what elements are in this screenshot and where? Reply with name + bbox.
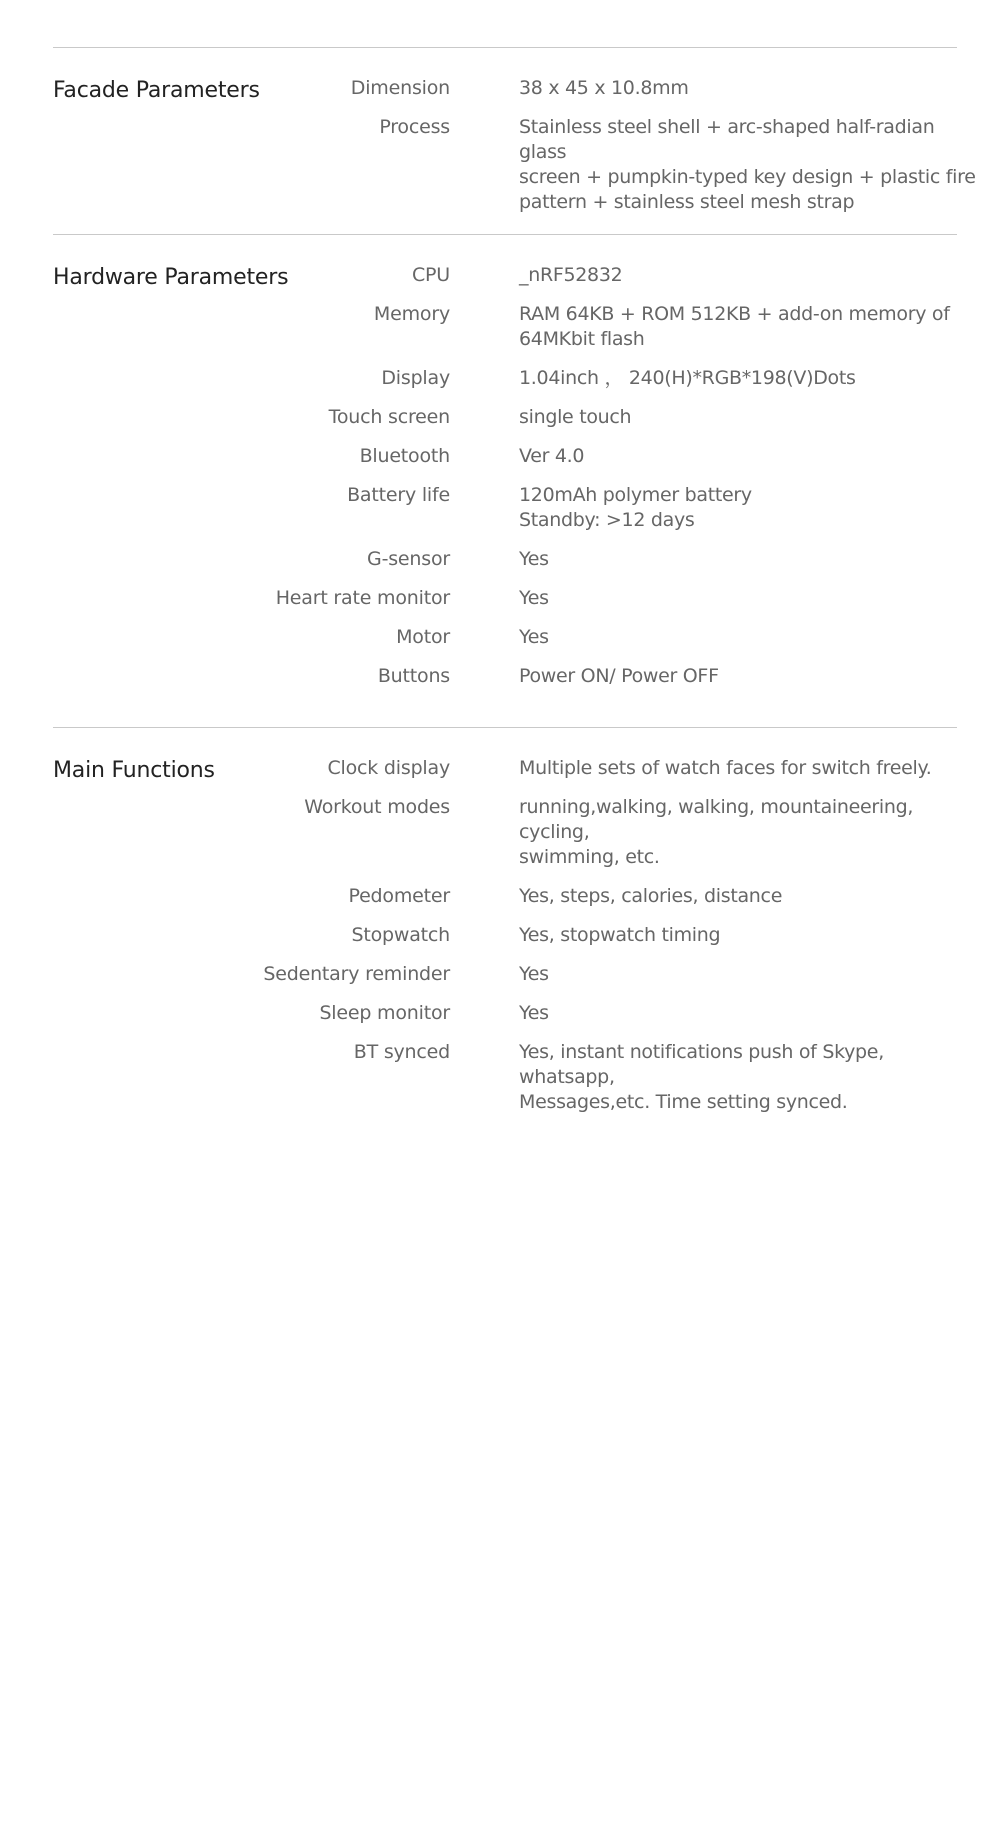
section-facade-parameters (53, 48, 976, 234)
spec-value: 120mAh polymer battery Standby: >12 days (519, 484, 752, 531)
spec-value: Power ON/ Power OFF (519, 665, 719, 687)
spec-label: Dimension (350, 77, 450, 99)
spec-value: Yes (519, 626, 549, 648)
spec-label: Process (379, 116, 450, 138)
spec-value: RAM 64KB + ROM 512KB + add-on memory of 64MKbit flash (519, 303, 950, 350)
spec-row-motor (53, 625, 957, 650)
spec-value: Yes (519, 1002, 549, 1024)
spec-label: Workout modes (304, 796, 450, 818)
spec-value: single touch (519, 406, 632, 428)
spec-row-clock-display (53, 756, 957, 781)
spec-row-g-sensor (53, 547, 957, 572)
spec-sheet (53, 47, 976, 1141)
section-title-hardware: Hardware Parameters (53, 265, 289, 290)
spec-label: Buttons (377, 665, 450, 687)
spec-value: Yes, stopwatch timing (519, 924, 721, 946)
spec-row-battery-life (53, 483, 957, 533)
spec-label: Sedentary reminder (263, 963, 450, 985)
spec-value: Yes (519, 548, 549, 570)
spec-row-pedometer (53, 884, 957, 909)
spec-value: running,walking, walking, mountaineering, cycling, swimming, etc. (519, 796, 914, 868)
spec-value: 38 x 45 x 10.8mm (519, 77, 689, 99)
spec-row-bluetooth (53, 444, 957, 469)
spec-label: BT synced (353, 1041, 450, 1063)
spec-row-buttons (53, 664, 957, 689)
section-title-main-functions: Main Functions (53, 758, 215, 783)
section-title-facade: Facade Parameters (53, 78, 260, 103)
spec-label: CPU (411, 264, 450, 286)
spec-value: Multiple sets of watch faces for switch freely. (519, 757, 932, 779)
spec-value: 1.04inch ， 240(H)*RGB*198(V)Dots (519, 367, 856, 389)
spec-label: Bluetooth (359, 445, 450, 467)
spec-row-sleep-monitor (53, 1001, 957, 1026)
spec-row-process (53, 115, 976, 215)
section-main-functions (53, 728, 957, 1141)
spec-value: Yes, steps, calories, distance (519, 885, 783, 907)
spec-row-stopwatch (53, 923, 957, 948)
section-hardware-parameters (53, 235, 957, 727)
spec-row-touch-screen (53, 405, 957, 430)
spec-row-workout-modes (53, 795, 957, 870)
spec-row-sedentary-reminder (53, 962, 957, 987)
spec-row-memory (53, 302, 957, 352)
spec-value: Yes (519, 963, 549, 985)
spec-label: Motor (396, 626, 450, 648)
spec-label: Heart rate monitor (275, 587, 450, 609)
spec-row-bt-synced (53, 1040, 957, 1115)
spec-row-dimension (53, 76, 957, 101)
spec-row-display (53, 366, 957, 391)
spec-label: G-sensor (367, 548, 450, 570)
spec-value: Yes (519, 587, 549, 609)
spec-label: Clock display (327, 757, 450, 779)
spec-label: Sleep monitor (319, 1002, 450, 1024)
spec-value: Yes, instant notifications push of Skype, whatsapp, Messages,etc. Time setting synced. (519, 1041, 884, 1113)
spec-value: Ver 4.0 (519, 445, 585, 467)
spec-label: Battery life (347, 484, 450, 506)
spec-label: Stopwatch (351, 924, 450, 946)
spec-row-cpu (53, 263, 957, 288)
spec-label: Memory (373, 303, 450, 325)
spec-value: Stainless steel shell + arc-shaped half-radian glass screen + pumpkin-typed key design + plastic fire pattern + stainless steel mesh strap (519, 116, 976, 213)
spec-label: Touch screen (328, 406, 450, 428)
spec-label: Display (381, 367, 450, 389)
spec-label: Pedometer (348, 885, 450, 907)
spec-row-heart-rate-monitor (53, 586, 957, 611)
spec-value: _nRF52832 (519, 264, 623, 286)
